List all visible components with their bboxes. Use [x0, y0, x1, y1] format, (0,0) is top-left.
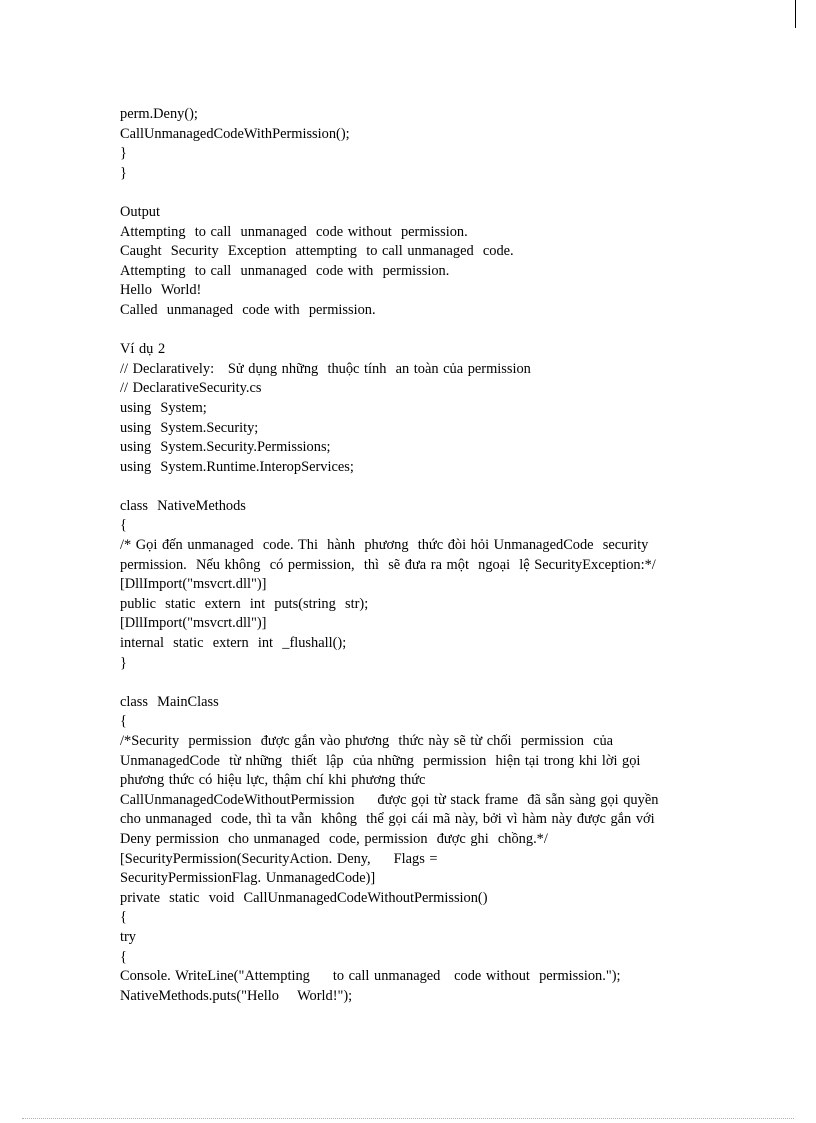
text-line: internal static extern int _flushall(); — [120, 635, 347, 652]
page-bottom-border — [22, 1118, 794, 1119]
document-body — [120, 105, 780, 1006]
text-line: using System.Runtime.InteropServices; — [120, 458, 354, 475]
text-line — [120, 321, 780, 341]
text-line: CallUnmanagedCodeWithPermission(); — [120, 125, 350, 142]
text-line: CallUnmanagedCodeWithoutPermission được gọi từ stack frame đã sẵn sàng gọi quyền — [120, 791, 659, 808]
text-line: } — [120, 145, 127, 162]
text-line: UnmanagedCode từ những thiết lập của những permission hiện tại trong khi lời gọi — [120, 752, 641, 769]
text-line: class NativeMethods — [120, 497, 246, 514]
text-line: /* Gọi đến unmanaged code. Thi hành phương thức đòi hỏi UnmanagedCode security — [120, 537, 649, 554]
text-line: phương thức có hiệu lực, thậm chí khi phương thức — [120, 772, 426, 789]
text-line: using System; — [120, 399, 207, 416]
text-line: Attempting to call unmanaged code without permission. — [120, 223, 468, 240]
text-line: Attempting to call unmanaged code with permission. — [120, 262, 450, 279]
text-line: { — [120, 517, 127, 534]
text-line: public static extern int puts(string str); — [120, 595, 369, 612]
text-line: using System.Security; — [120, 419, 259, 436]
text-line: [DllImport("msvcrt.dll")] — [120, 615, 267, 632]
text-line: try — [120, 928, 136, 945]
text-line: cho unmanaged code, thì ta vẫn không thể gọi cái mã này, bởi vì hàm này được gắn với — [120, 811, 655, 828]
text-line: perm.Deny(); — [120, 106, 198, 122]
text-line: Deny permission cho unmanaged code, permission được ghi chồng.*/ — [120, 830, 548, 847]
text-line — [120, 673, 780, 693]
text-line: class MainClass — [120, 693, 219, 710]
text-line: Console. WriteLine("Attempting to call unmanaged code without permission."); — [120, 968, 621, 985]
text-line: [DllImport("msvcrt.dll")] — [120, 576, 267, 593]
text-line: permission. Nếu không có permission, thì sẽ đưa ra một ngoại lệ SecurityException:*/ — [120, 556, 656, 573]
text-line: { — [120, 713, 127, 730]
text-line: /*Security permission được gắn vào phương thức này sẽ từ chối permission của — [120, 733, 614, 749]
text-line: Ví dụ 2 — [120, 341, 166, 358]
text-line: Caught Security Exception attempting to call unmanaged code. — [120, 243, 514, 260]
text-line: private static void CallUnmanagedCodeWithoutPermission() — [120, 889, 488, 906]
text-line: Output — [120, 203, 160, 220]
text-line — [120, 477, 780, 497]
text-line: { — [120, 948, 127, 965]
text-line: using System.Security.Permissions; — [120, 439, 331, 456]
text-line: { — [120, 909, 127, 926]
text-line: NativeMethods.puts("Hello World!"); — [120, 987, 353, 1004]
page-corner-mark — [795, 0, 796, 28]
text-line: } — [120, 654, 127, 671]
text-line: Hello World! — [120, 282, 202, 299]
text-line: // Declaratively: Sử dụng những thuộc tính an toàn của permission — [120, 360, 531, 377]
text-line: Called unmanaged code with permission. — [120, 301, 376, 318]
text-line: [SecurityPermission(SecurityAction. Deny, Flags = — [120, 850, 438, 867]
text-line: } — [120, 164, 127, 181]
text-line: SecurityPermissionFlag. UnmanagedCode)] — [120, 870, 376, 887]
text-line: // DeclarativeSecurity.cs — [120, 380, 262, 397]
text-line — [120, 183, 780, 203]
